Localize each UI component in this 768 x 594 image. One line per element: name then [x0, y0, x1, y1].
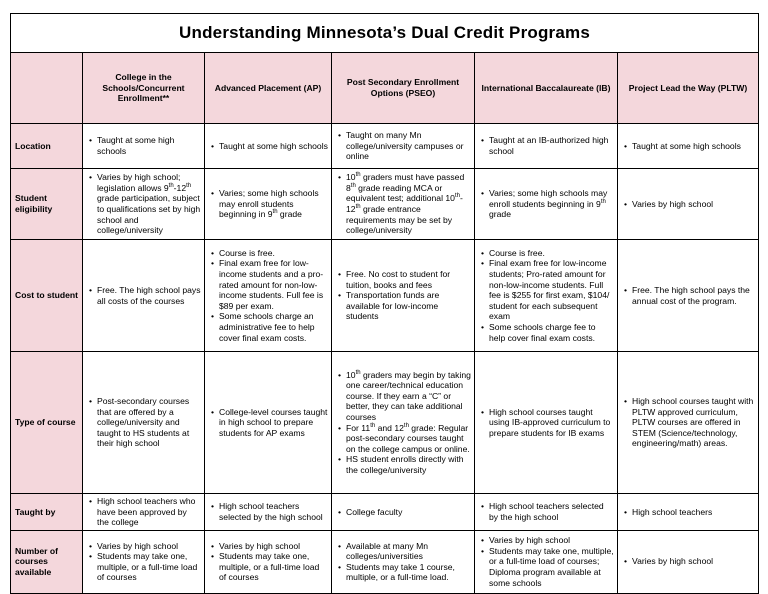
- bullet-item: • Some schools charge an administrative fee to help cover final exam costs.: [219, 311, 328, 343]
- bullet-item: • Varies by high school: [219, 541, 328, 552]
- cell-ap: [205, 494, 332, 531]
- cell-cis: [83, 240, 205, 352]
- bullet-list: [622, 507, 755, 518]
- cell-cis: [83, 494, 205, 531]
- bullet-list: [622, 556, 755, 567]
- bullet-list: [622, 199, 755, 210]
- bullet-list: [87, 285, 201, 306]
- bullet-list: [336, 507, 471, 518]
- cell-ap: [205, 530, 332, 593]
- bullet-list: [87, 135, 201, 156]
- cell-ap: [205, 124, 332, 169]
- cell-ib: [475, 240, 618, 352]
- bullet-item: • Students may take one, multiple, or a full-time load of courses: [97, 551, 201, 583]
- table-row: [11, 169, 759, 240]
- bullet-list: [87, 396, 201, 449]
- bullet-item: • Varies; some high schools may enroll students beginning in 9th grade: [219, 188, 328, 220]
- bullet-list: [87, 496, 201, 528]
- table-body: [11, 14, 759, 594]
- bullet-item: • Taught at some high schools: [632, 141, 755, 152]
- bullet-item: • Transportation funds are available for low-income students: [346, 290, 471, 322]
- table-row: [11, 494, 759, 531]
- bullet-item: • Post-secondary courses that are offered by a college/university and taught to HS students at their high school: [97, 396, 201, 449]
- cell-ib: [475, 530, 618, 593]
- bullet-item: • 10th graders may begin by taking one career/technical education course. If they earn a “C” or better, they can take additional courses: [346, 370, 471, 423]
- bullet-list: [622, 396, 755, 449]
- bullet-item: • Varies; some high schools may enroll students beginning in 9th grade: [489, 188, 614, 220]
- bullet-list: [479, 501, 614, 522]
- dual-credit-table: [10, 13, 759, 594]
- bullet-item: • Course is free.: [219, 248, 328, 259]
- bullet-item: • Varies by high school: [632, 199, 755, 210]
- table-row: [11, 530, 759, 593]
- bullet-list: [622, 141, 755, 152]
- cell-ib: [475, 169, 618, 240]
- cell-pseo: [332, 240, 475, 352]
- bullet-item: • Varies by high school: [632, 556, 755, 567]
- bullet-item: • Varies by high school; legislation allows 9th-12th grade participation, subject to qualifications set by high school and college/university: [97, 172, 201, 236]
- cell-cis: [83, 352, 205, 494]
- table-row: [11, 352, 759, 494]
- bullet-item: • Students may take one, multiple, or a full-time load of courses: [219, 551, 328, 583]
- bullet-list: [479, 407, 614, 439]
- header-ap: Advanced Placement (AP): [205, 53, 332, 124]
- bullet-item: • Taught at some high schools: [97, 135, 201, 156]
- cell-ib: [475, 494, 618, 531]
- bullet-list: [87, 541, 201, 583]
- table-row: [11, 240, 759, 352]
- row-label: Student eligibility: [11, 169, 83, 240]
- header-pltw: Project Lead the Way (PLTW): [618, 53, 759, 124]
- header-ib: International Baccalaureate (IB): [475, 53, 618, 124]
- bullet-item: • Available at many Mn colleges/universities: [346, 541, 471, 562]
- bullet-list: [336, 269, 471, 322]
- bullet-item: • Varies by high school: [97, 541, 201, 552]
- bullet-item: • College faculty: [346, 507, 471, 518]
- bullet-list: [209, 141, 328, 152]
- bullet-item: • HS student enrolls directly with the college/university: [346, 454, 471, 475]
- cell-ap: [205, 169, 332, 240]
- bullet-item: • For 11th and 12th grade: Regular post-secondary courses taught on the college campus or online.: [346, 423, 471, 455]
- cell-ap: [205, 352, 332, 494]
- cell-pseo: [332, 494, 475, 531]
- bullet-item: • Taught on many Mn college/university campuses or online: [346, 130, 471, 162]
- cell-pseo: [332, 124, 475, 169]
- title-row: [11, 14, 759, 53]
- bullet-item: • High school teachers selected by the high school: [219, 501, 328, 522]
- row-label: Taught by: [11, 494, 83, 531]
- bullet-item: • Students may take 1 course, multiple, or a full-time load.: [346, 562, 471, 583]
- bullet-list: [87, 172, 201, 236]
- bullet-item: • Taught at an IB-authorized high school: [489, 135, 614, 156]
- cell-cis: [83, 124, 205, 169]
- bullet-list: [209, 248, 328, 343]
- bullet-list: [479, 535, 614, 588]
- table-row: [11, 124, 759, 169]
- bullet-item: • High school courses taught with PLTW approved curriculum, PLTW courses are offered in STEM (Science/technology, engineering/math) areas.: [632, 396, 755, 449]
- cell-pseo: [332, 530, 475, 593]
- bullet-list: [479, 248, 614, 343]
- bullet-list: [622, 285, 755, 306]
- bullet-item: • Final exam free for low-income students; Pro-rated amount for non-low-income students. Full fee is $255 for first exam, $104/ student for each subsequent exam: [489, 258, 614, 322]
- bullet-list: [479, 135, 614, 156]
- bullet-item: • Final exam free for low-income students and a pro-rated amount for non-low-income students. Full fee is $89 per exam.: [219, 258, 328, 311]
- cell-pltw: [618, 530, 759, 593]
- bullet-item: • Students may take one, multiple, or a full-time load of courses; Diploma program available at some schools: [489, 546, 614, 588]
- bullet-item: • High school courses taught using IB-approved curriculum to prepare students for IB exams: [489, 407, 614, 439]
- cell-pseo: [332, 169, 475, 240]
- cell-ap: [205, 240, 332, 352]
- cell-pltw: [618, 240, 759, 352]
- document-title: Understanding Minnesota’s Dual Credit Programs: [11, 14, 759, 53]
- bullet-item: • High school teachers who have been approved by the college: [97, 496, 201, 528]
- cell-pltw: [618, 494, 759, 531]
- bullet-item: • Free. The high school pays the annual cost of the program.: [632, 285, 755, 306]
- header-corner: [11, 53, 83, 124]
- bullet-list: [209, 407, 328, 439]
- bullet-item: • High school teachers: [632, 507, 755, 518]
- header-row: [11, 53, 759, 124]
- bullet-list: [209, 541, 328, 583]
- bullet-item: • Course is free.: [489, 248, 614, 259]
- bullet-list: [336, 370, 471, 476]
- bullet-list: [336, 130, 471, 162]
- bullet-list: [336, 541, 471, 583]
- bullet-list: [209, 501, 328, 522]
- bullet-list: [209, 188, 328, 220]
- bullet-item: • Free. No cost to student for tuition, books and fees: [346, 269, 471, 290]
- cell-ib: [475, 352, 618, 494]
- cell-pltw: [618, 169, 759, 240]
- header-cis: College in the Schools/Concurrent Enrollment**: [83, 53, 205, 124]
- row-label: Type of course: [11, 352, 83, 494]
- cell-ib: [475, 124, 618, 169]
- cell-pltw: [618, 352, 759, 494]
- cell-cis: [83, 169, 205, 240]
- bullet-item: • Taught at some high schools: [219, 141, 328, 152]
- header-pseo: Post Secondary Enrollment Options (PSEO): [332, 53, 475, 124]
- bullet-list: [479, 188, 614, 220]
- bullet-item: • 10th graders must have passed 8th grade reading MCA or equivalent test; additional 10th-12th grade entrance requirements may be set by college/university: [346, 172, 471, 236]
- row-label: Location: [11, 124, 83, 169]
- row-label: Cost to student: [11, 240, 83, 352]
- bullet-item: • Free. The high school pays all costs of the courses: [97, 285, 201, 306]
- cell-pseo: [332, 352, 475, 494]
- bullet-item: • Some schools charge fee to help cover final exam costs.: [489, 322, 614, 343]
- bullet-item: • Varies by high school: [489, 535, 614, 546]
- cell-cis: [83, 530, 205, 593]
- cell-pltw: [618, 124, 759, 169]
- bullet-item: • College-level courses taught in high school to prepare students for AP exams: [219, 407, 328, 439]
- bullet-item: • High school teachers selected by the high school: [489, 501, 614, 522]
- row-label: Number of courses available: [11, 530, 83, 593]
- bullet-list: [336, 172, 471, 236]
